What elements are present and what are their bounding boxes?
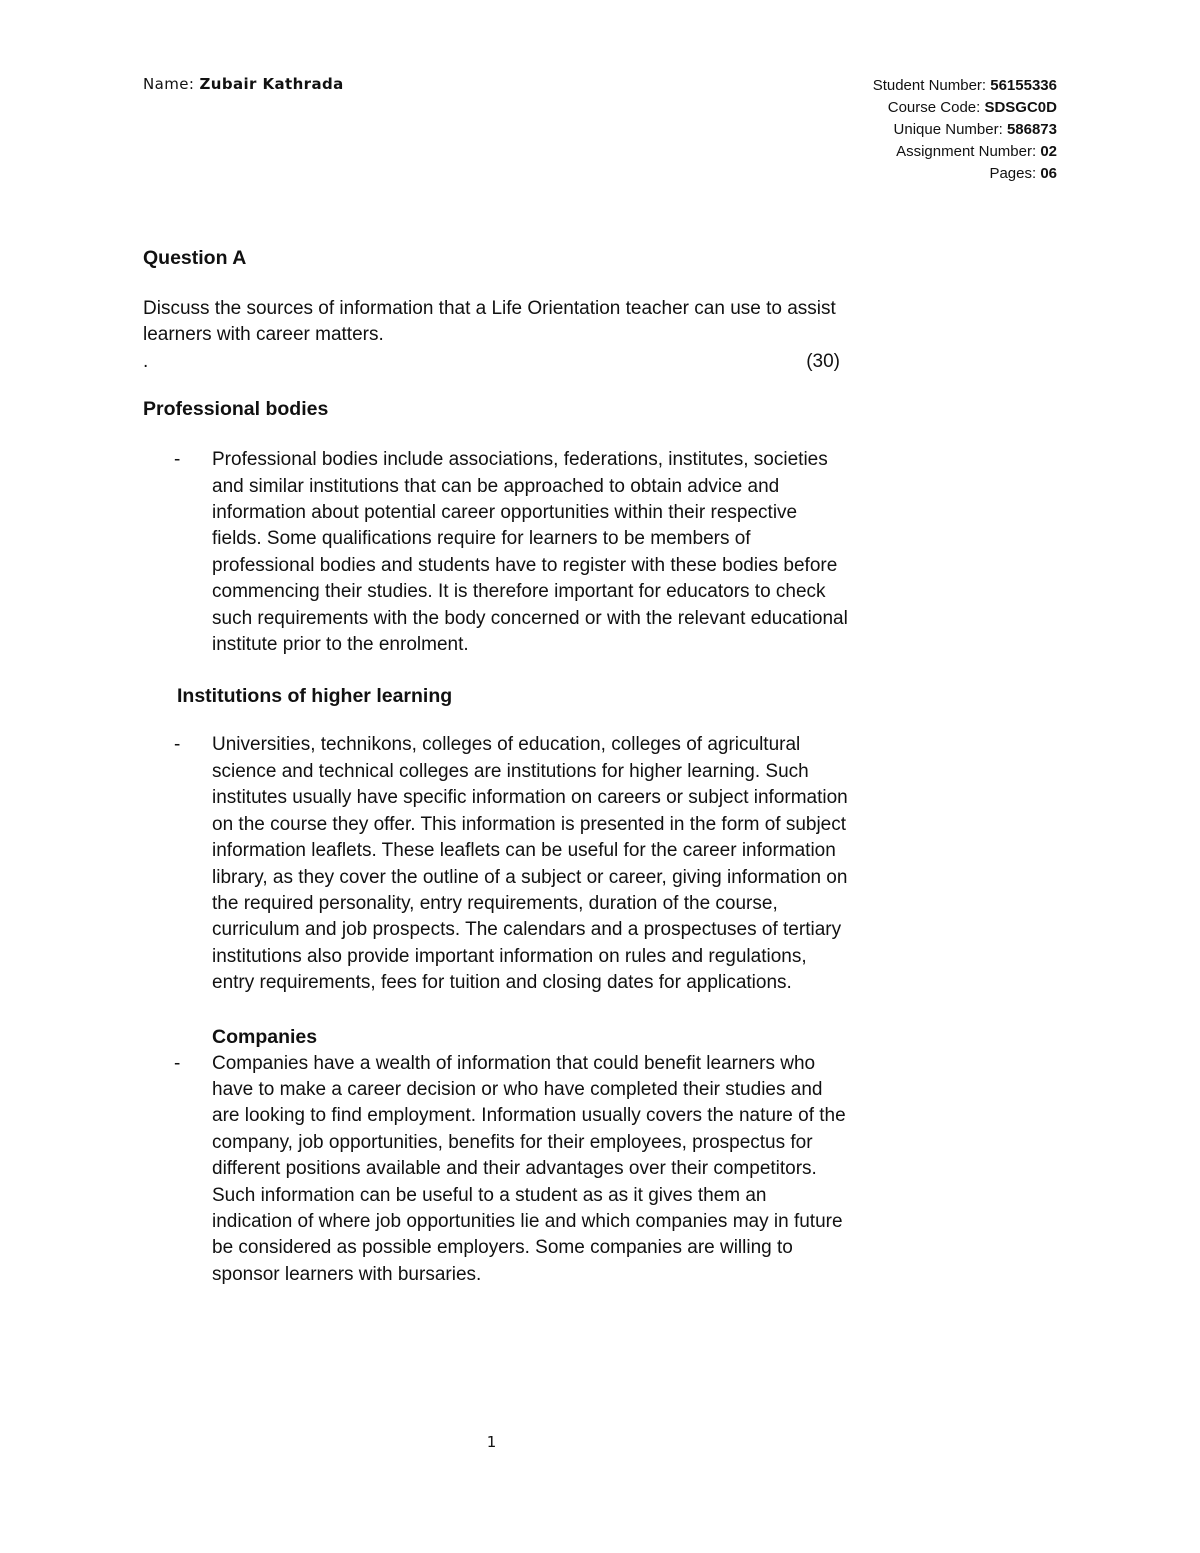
meta-label: Assignment Number: bbox=[896, 143, 1041, 160]
bullet-companies bbox=[143, 1051, 848, 1289]
meta-label: Unique Number: bbox=[893, 121, 1007, 138]
meta-value: 56155336 bbox=[990, 77, 1057, 94]
name-value: Zubair Kathrada bbox=[199, 75, 344, 93]
section-heading-companies: Companies bbox=[212, 1025, 318, 1048]
document-body bbox=[143, 244, 863, 1288]
question-heading: Question A bbox=[143, 247, 247, 269]
meta-label: Pages: bbox=[989, 165, 1041, 182]
meta-label: Student Number: bbox=[872, 77, 991, 94]
name-label: Name: bbox=[143, 75, 200, 93]
course-code bbox=[873, 97, 1057, 119]
bullet-higher-learning bbox=[143, 732, 848, 996]
question-dot: . bbox=[143, 350, 149, 372]
bullet-text: Universities, technikons, colleges of education, colleges of agricultural science and technical colleges are institutions for higher learning. Such institutes usually have specific information on careers or subject information on the course they offer. This information is presented in the form of subject information leaflets. These leaflets can be useful for the career information library, as they cover the outline of a subject or career, giving information on the required personality, entry requirements, duration of the course, curriculum and job prospects. The calendars and a prospectuses of tertiary institutions also provide important information on rules and regulations, entry requirements, fees for tuition and closing dates for applications. bbox=[212, 734, 848, 994]
bullet-dash: - bbox=[174, 449, 181, 471]
student-details bbox=[873, 75, 1057, 185]
bullet-professional-bodies bbox=[143, 447, 848, 658]
bullet-dash: - bbox=[174, 1052, 181, 1074]
meta-label: Course Code: bbox=[887, 99, 985, 116]
student-number bbox=[873, 75, 1057, 97]
meta-value: 586873 bbox=[1006, 121, 1057, 138]
student-name bbox=[143, 75, 344, 93]
meta-value: 02 bbox=[1040, 143, 1057, 160]
question-text: Discuss the sources of information that a Life Orientation teacher can use to assist learners with career matters. bbox=[143, 298, 836, 346]
page-count bbox=[873, 163, 1057, 185]
unique-number bbox=[873, 119, 1057, 141]
meta-value: 06 bbox=[1040, 165, 1057, 182]
assignment-number bbox=[873, 141, 1057, 163]
question-marks: (30) bbox=[806, 350, 840, 372]
page-number: 1 bbox=[486, 1433, 497, 1451]
bullet-text: Professional bodies include associations, federations, institutes, societies and similar institutions that can be approached to obtain advice and information about potential career opportunities within their respective fields. Some qualifications require for learners to be members of professional bodies and students have to register with these bodies before commencing their studies. It is therefore important for educators to check such requirements with the body concerned or with the relevant educational institute prior to the enrolment. bbox=[212, 449, 848, 656]
marks-row bbox=[143, 349, 840, 375]
bullet-text: Companies have a wealth of information that could benefit learners who have to make a career decision or who have completed their studies and are looking to find employment. Information usually covers the nature of the company, job opportunities, benefits for their employees, prospectus for different positions available and their advantages over their competitors. Such information can be useful to a student as as it gives them an indication of where job opportunities lie and which companies may in future be considered as possible employers. Some companies are willing to sponsor learners with bursaries. bbox=[212, 1052, 846, 1285]
section-heading-higher-learning: Institutions of higher learning bbox=[177, 685, 453, 708]
section-heading-professional-bodies: Professional bodies bbox=[143, 398, 329, 421]
meta-value: SDSGC0D bbox=[984, 99, 1057, 116]
bullet-dash: - bbox=[174, 734, 181, 756]
